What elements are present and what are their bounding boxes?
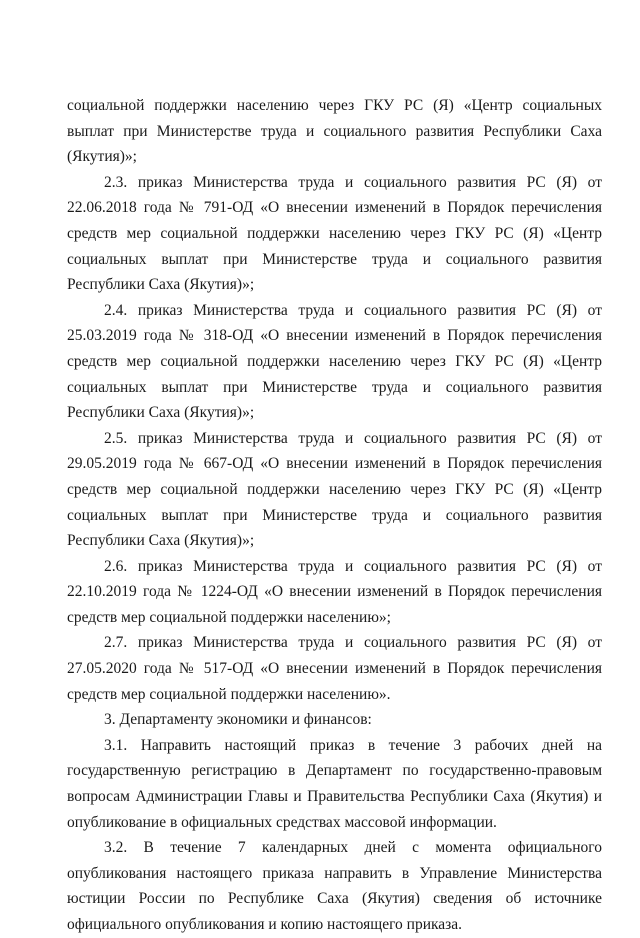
paragraph-2-6: 2.6. приказ Министерства труда и социального развития РС (Я) от 22.10.2019 года № 1224-ОД «О внесении изменений в Порядок перечисления средств мер социальной поддержки населению»; — [67, 557, 602, 626]
paragraph-2-5: 2.5. приказ Министерства труда и социального развития РС (Я) от 29.05.2019 года № 667-ОД «О внесении изменений в Порядок перечисления средств мер социальной поддержки населению через ГКУ РС (Я) «Центр социальных выплат при Министерстве труда и социального развития Республики Саха (Якутия)»; — [67, 429, 602, 550]
paragraph-3: 3. Департаменту экономики и финансов: — [104, 711, 372, 729]
paragraph-2-4: 2.4. приказ Министерства труда и социального развития РС (Я) от 25.03.2019 года № 318-ОД «О внесении изменений в Порядок перечисления средств мер социальной поддержки населению через ГКУ РС (Я) «Центр социальных выплат при Министерстве труда и социального развития Республики Саха (Якутия)»; — [67, 301, 602, 422]
paragraph-2-7: 2.7. приказ Министерства труда и социального развития РС (Я) от 27.05.2020 года № 517-ОД «О внесении изменений в Порядок перечисления средств мер социальной поддержки населению». — [67, 634, 602, 703]
paragraph-3-2: 3.2. В течение 7 календарных дней с момента официального опубликования настоящего приказа направить в Управление Министерства юстиции России по Республике Саха (Якутия) сведения об источнике официального опубликования и копию настоящего приказа. — [67, 839, 602, 933]
paragraph-3-1: 3.1. Направить настоящий приказ в течение 3 рабочих дней на государственную регистрацию в Департамент по государственно-правовым вопросам Администрации Главы и Правительства Республики Саха (Якутия) и опубликование в официальных средствах массовой информации. — [67, 736, 602, 831]
document-body — [67, 93, 602, 938]
paragraph-continuation: социальной поддержки населению через ГКУ РС (Я) «Центр социальных выплат при Министерстве труда и социального развития Республики Саха (Якутия)»; — [67, 97, 602, 166]
paragraph-2-3: 2.3. приказ Министерства труда и социального развития РС (Я) от 22.06.2018 года № 791-ОД «О внесении изменений в Порядок перечисления средств мер социальной поддержки населению через ГКУ РС (Я) «Центр социальных выплат при Министерстве труда и социального развития Республики Саха (Якутия)»; — [67, 173, 602, 294]
